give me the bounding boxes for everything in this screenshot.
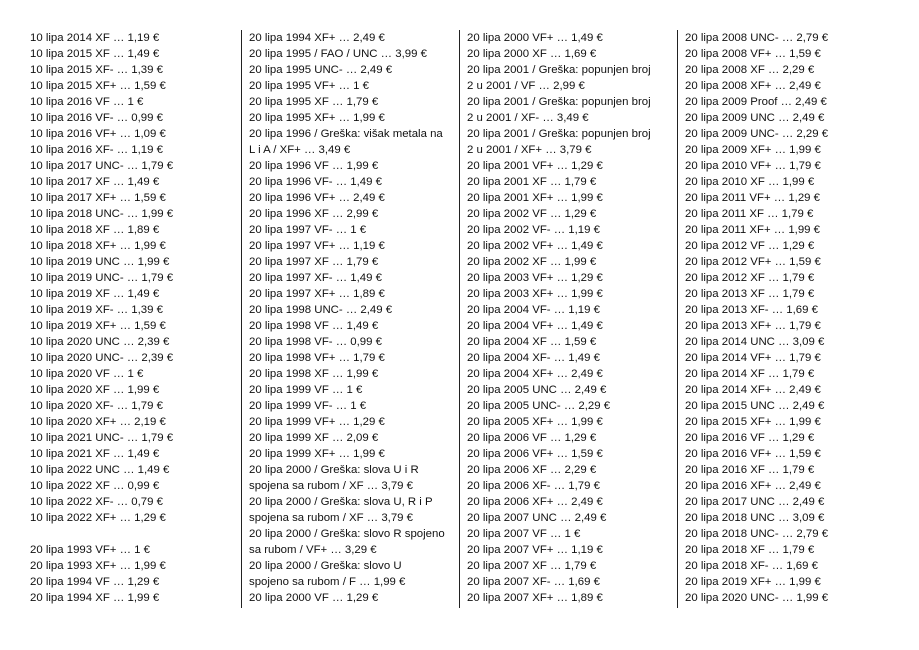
price-list-item: 20 lipa 1995 UNC- … 2,49 € <box>249 64 393 76</box>
price-list-item: 20 lipa 2011 XF … 1,79 € <box>685 208 814 220</box>
price-list-item: 20 lipa 1998 UNC- … 2,49 € <box>249 304 393 316</box>
price-list-item: 20 lipa 2000 / Greška: slovo R spojeno <box>249 528 445 540</box>
price-list-item: 20 lipa 1993 VF+ … 1 € <box>30 544 150 556</box>
price-list-item: 20 lipa 1999 XF+ … 1,99 € <box>249 448 385 460</box>
price-list-item: 10 lipa 2016 VF+ … 1,09 € <box>30 128 166 140</box>
price-column-2 <box>241 30 459 608</box>
price-list-item: 10 lipa 2019 XF- … 1,39 € <box>30 304 163 316</box>
price-list-item: 20 lipa 2002 VF+ … 1,49 € <box>467 240 603 252</box>
price-list-item: 20 lipa 2000 VF+ … 1,49 € <box>467 32 603 44</box>
price-list-item: 20 lipa 2004 VF+ … 1,49 € <box>467 320 603 332</box>
price-list-item: 20 lipa 2011 XF+ … 1,99 € <box>685 224 820 236</box>
price-list-item: 20 lipa 1994 XF+ … 2,49 € <box>249 32 385 44</box>
price-list-item: 10 lipa 2014 XF … 1,19 € <box>30 32 160 44</box>
price-list-item: 10 lipa 2020 UNC … 2,39 € <box>30 336 170 348</box>
price-list-item: 20 lipa 2002 VF … 1,29 € <box>467 208 597 220</box>
price-list-item: spojeno sa rubom / F … 1,99 € <box>249 576 406 588</box>
price-list-item: 10 lipa 2020 XF- … 1,79 € <box>30 400 163 412</box>
price-list-item: 10 lipa 2020 VF … 1 € <box>30 368 144 380</box>
price-list-item: 20 lipa 1995 XF … 1,79 € <box>249 96 379 108</box>
price-list-item: 20 lipa 1997 XF … 1,79 € <box>249 256 379 268</box>
price-list-item: 20 lipa 2001 XF+ … 1,99 € <box>467 192 603 204</box>
price-list-item: 2 u 2001 / VF … 2,99 € <box>467 80 585 92</box>
price-list-item: 20 lipa 2018 XF- … 1,69 € <box>685 560 818 572</box>
price-list-item: 20 lipa 1997 VF- … 1 € <box>249 224 367 236</box>
price-list-item: 10 lipa 2016 VF … 1 € <box>30 96 144 108</box>
price-list-item: 20 lipa 1996 / Greška: višak metala na <box>249 128 443 140</box>
price-list-item: 20 lipa 1996 VF- … 1,49 € <box>249 176 382 188</box>
price-list-item: 20 lipa 2018 UNC … 3,09 € <box>685 512 825 524</box>
price-list-item: 20 lipa 2001 / Greška: popunjen broj <box>467 64 651 76</box>
price-list-item: 10 lipa 2019 UNC- … 1,79 € <box>30 272 174 284</box>
price-list-item: 20 lipa 2017 UNC … 2,49 € <box>685 496 825 508</box>
price-list-item: 20 lipa 2000 VF … 1,29 € <box>249 592 379 604</box>
price-list-item: 20 lipa 2014 UNC … 3,09 € <box>685 336 825 348</box>
blank-line <box>30 526 240 542</box>
price-list-item: 20 lipa 2007 UNC … 2,49 € <box>467 512 607 524</box>
price-list-item: 10 lipa 2018 XF+ … 1,99 € <box>30 240 166 252</box>
price-list-item: 20 lipa 2009 Proof … 2,49 € <box>685 96 827 108</box>
price-list-item: 10 lipa 2022 XF- … 0,79 € <box>30 496 163 508</box>
price-list-item: 20 lipa 2001 / Greška: popunjen broj <box>467 96 651 108</box>
price-list-item: 10 lipa 2020 XF … 1,99 € <box>30 384 160 396</box>
price-list-item: spojena sa rubom / XF … 3,79 € <box>249 480 413 492</box>
price-list-item: 10 lipa 2016 VF- … 0,99 € <box>30 112 163 124</box>
price-list-item: 20 lipa 2003 XF+ … 1,99 € <box>467 288 603 300</box>
price-list-item: 20 lipa 2008 XF … 2,29 € <box>685 64 815 76</box>
price-list-item: 20 lipa 1994 XF … 1,99 € <box>30 592 160 604</box>
price-list-item: 10 lipa 2022 XF … 0,99 € <box>30 480 160 492</box>
price-list-item: 20 lipa 2006 XF … 2,29 € <box>467 464 597 476</box>
price-column-4 <box>677 30 897 608</box>
price-list-item: 10 lipa 2017 XF … 1,49 € <box>30 176 160 188</box>
price-list-item: 20 lipa 1999 XF … 2,09 € <box>249 432 379 444</box>
price-list-item: 20 lipa 2001 VF+ … 1,29 € <box>467 160 603 172</box>
price-list-item: 20 lipa 1996 VF … 1,99 € <box>249 160 379 172</box>
price-list-item: 20 lipa 1997 XF- … 1,49 € <box>249 272 382 284</box>
price-list-item: 20 lipa 2016 VF … 1,29 € <box>685 432 815 444</box>
price-list-item: 10 lipa 2015 XF+ … 1,59 € <box>30 80 166 92</box>
price-list-item: 20 lipa 1999 VF … 1 € <box>249 384 363 396</box>
price-list-item: 20 lipa 2000 / Greška: slova U, R i P <box>249 496 433 508</box>
price-list-item: 10 lipa 2022 XF+ … 1,29 € <box>30 512 166 524</box>
price-column-1 <box>30 30 240 608</box>
price-list-item: 20 lipa 2007 XF … 1,79 € <box>467 560 597 572</box>
price-list-item: 20 lipa 2009 XF+ … 1,99 € <box>685 144 821 156</box>
price-list-item: 20 lipa 2004 XF+ … 2,49 € <box>467 368 603 380</box>
price-list-item: 20 lipa 1998 VF+ … 1,79 € <box>249 352 385 364</box>
price-list-item: 20 lipa 2016 XF+ … 2,49 € <box>685 480 821 492</box>
price-list-item: 10 lipa 2019 XF … 1,49 € <box>30 288 160 300</box>
price-list-item: 10 lipa 2016 XF- … 1,19 € <box>30 144 163 156</box>
price-list-item: 20 lipa 2004 XF … 1,59 € <box>467 336 597 348</box>
price-list-item: 10 lipa 2015 XF … 1,49 € <box>30 48 160 60</box>
price-list-item: 2 u 2001 / XF+ … 3,79 € <box>467 144 592 156</box>
price-list-item: 20 lipa 2016 XF … 1,79 € <box>685 464 815 476</box>
price-list-item: 20 lipa 2012 XF … 1,79 € <box>685 272 815 284</box>
price-list-item: sa rubom / VF+ … 3,29 € <box>249 544 377 556</box>
price-list-item: 20 lipa 2004 VF- … 1,19 € <box>467 304 600 316</box>
price-list-item: 20 lipa 1999 VF+ … 1,29 € <box>249 416 385 428</box>
price-list-item: 20 lipa 2005 UNC … 2,49 € <box>467 384 607 396</box>
price-list-item: 20 lipa 2009 UNC … 2,49 € <box>685 112 825 124</box>
price-list-item: 20 lipa 2007 VF+ … 1,19 € <box>467 544 603 556</box>
price-list-item: 20 lipa 1999 VF- … 1 € <box>249 400 367 412</box>
price-list-item: 20 lipa 2002 XF … 1,99 € <box>467 256 597 268</box>
price-list-item: 20 lipa 2004 XF- … 1,49 € <box>467 352 600 364</box>
price-list-item: 20 lipa 2020 UNC- … 1,99 € <box>685 592 829 604</box>
price-list-item: 20 lipa 2014 XF … 1,79 € <box>685 368 815 380</box>
price-list-item: 20 lipa 1995 XF+ … 1,99 € <box>249 112 385 124</box>
price-list-item: 20 lipa 1995 / FAO / UNC … 3,99 € <box>249 48 427 60</box>
price-list-item: 10 lipa 2018 XF … 1,89 € <box>30 224 160 236</box>
price-list-item: 20 lipa 2013 XF+ … 1,79 € <box>685 320 821 332</box>
price-list-item: 20 lipa 2007 XF- … 1,69 € <box>467 576 600 588</box>
price-list-item: 20 lipa 1996 XF … 2,99 € <box>249 208 379 220</box>
price-list-item: 20 lipa 2012 VF … 1,29 € <box>685 240 815 252</box>
price-list-item: 20 lipa 2006 XF- … 1,79 € <box>467 480 600 492</box>
price-list-item: 10 lipa 2017 XF+ … 1,59 € <box>30 192 166 204</box>
price-list-item: 20 lipa 1998 VF- … 0,99 € <box>249 336 382 348</box>
price-list-item: 20 lipa 2018 XF … 1,79 € <box>685 544 815 556</box>
price-list-item: 20 lipa 2016 VF+ … 1,59 € <box>685 448 821 460</box>
price-list-item: 20 lipa 1994 VF … 1,29 € <box>30 576 160 588</box>
price-list-item: 20 lipa 2010 XF … 1,99 € <box>685 176 815 188</box>
price-list-item: 20 lipa 2015 UNC … 2,49 € <box>685 400 825 412</box>
price-list-item: 20 lipa 1998 VF … 1,49 € <box>249 320 379 332</box>
price-list-item: 10 lipa 2018 UNC- … 1,99 € <box>30 208 174 220</box>
price-list-item: 20 lipa 2012 VF+ … 1,59 € <box>685 256 821 268</box>
price-list-item: 20 lipa 2014 XF+ … 2,49 € <box>685 384 821 396</box>
price-list-item: 20 lipa 2003 VF+ … 1,29 € <box>467 272 603 284</box>
price-list-item: 20 lipa 2006 VF+ … 1,59 € <box>467 448 603 460</box>
price-list-item: 20 lipa 2000 / Greška: slovo U <box>249 560 402 572</box>
price-list-item: 20 lipa 2007 VF … 1 € <box>467 528 581 540</box>
price-list-item: L i A / XF+ … 3,49 € <box>249 144 351 156</box>
price-list-item: 20 lipa 2006 VF … 1,29 € <box>467 432 597 444</box>
price-list-item: 20 lipa 2014 VF+ … 1,79 € <box>685 352 821 364</box>
price-list-item: 20 lipa 2015 XF+ … 1,99 € <box>685 416 821 428</box>
price-list-item: 20 lipa 2001 / Greška: popunjen broj <box>467 128 651 140</box>
price-column-3 <box>459 30 677 608</box>
price-list-item: 20 lipa 2013 XF … 1,79 € <box>685 288 815 300</box>
price-list-item: 20 lipa 1993 XF+ … 1,99 € <box>30 560 166 572</box>
price-list-item: 20 lipa 2008 VF+ … 1,59 € <box>685 48 821 60</box>
price-list-item: 20 lipa 1995 VF+ … 1 € <box>249 80 369 92</box>
price-list-item: 20 lipa 2000 / Greška: slova U i R <box>249 464 419 476</box>
price-list-item: 10 lipa 2022 UNC … 1,49 € <box>30 464 170 476</box>
price-list-item: 20 lipa 2011 VF+ … 1,29 € <box>685 192 820 204</box>
price-list-item: 20 lipa 2008 XF+ … 2,49 € <box>685 80 821 92</box>
price-list-item: 20 lipa 2018 UNC- … 2,79 € <box>685 528 829 540</box>
price-list-item: 20 lipa 2008 UNC- … 2,79 € <box>685 32 829 44</box>
price-list-item: 10 lipa 2019 XF+ … 1,59 € <box>30 320 166 332</box>
price-list-item: 20 lipa 2001 XF … 1,79 € <box>467 176 597 188</box>
price-list-item: 20 lipa 1997 VF+ … 1,19 € <box>249 240 385 252</box>
price-list-item: 10 lipa 2015 XF- … 1,39 € <box>30 64 163 76</box>
price-list-item: 20 lipa 2019 XF+ … 1,99 € <box>685 576 821 588</box>
price-list-item: 20 lipa 2007 XF+ … 1,89 € <box>467 592 603 604</box>
price-list-item: 20 lipa 2005 UNC- … 2,29 € <box>467 400 611 412</box>
price-list-item: 20 lipa 1996 VF+ … 2,49 € <box>249 192 385 204</box>
price-list-item: 10 lipa 2021 XF … 1,49 € <box>30 448 160 460</box>
price-list-item: 20 lipa 2002 VF- … 1,19 € <box>467 224 600 236</box>
price-list-item: spojena sa rubom / XF … 3,79 € <box>249 512 413 524</box>
price-list-item: 20 lipa 1997 XF+ … 1,89 € <box>249 288 385 300</box>
price-list-item: 20 lipa 2010 VF+ … 1,79 € <box>685 160 821 172</box>
price-list-item: 20 lipa 2000 XF … 1,69 € <box>467 48 597 60</box>
price-list-item: 20 lipa 2005 XF+ … 1,99 € <box>467 416 603 428</box>
price-list-item: 20 lipa 2013 XF- … 1,69 € <box>685 304 818 316</box>
price-list-item: 10 lipa 2019 UNC … 1,99 € <box>30 256 170 268</box>
price-list-item: 20 lipa 2006 XF+ … 2,49 € <box>467 496 603 508</box>
price-list-item: 10 lipa 2020 XF+ … 2,19 € <box>30 416 166 428</box>
price-list-item: 10 lipa 2017 UNC- … 1,79 € <box>30 160 174 172</box>
price-list-item: 10 lipa 2020 UNC- … 2,39 € <box>30 352 174 364</box>
price-list-item: 2 u 2001 / XF- … 3,49 € <box>467 112 589 124</box>
price-list-item: 20 lipa 1998 XF … 1,99 € <box>249 368 379 380</box>
price-list-item: 20 lipa 2009 UNC- … 2,29 € <box>685 128 829 140</box>
price-list-item: 10 lipa 2021 UNC- … 1,79 € <box>30 432 174 444</box>
